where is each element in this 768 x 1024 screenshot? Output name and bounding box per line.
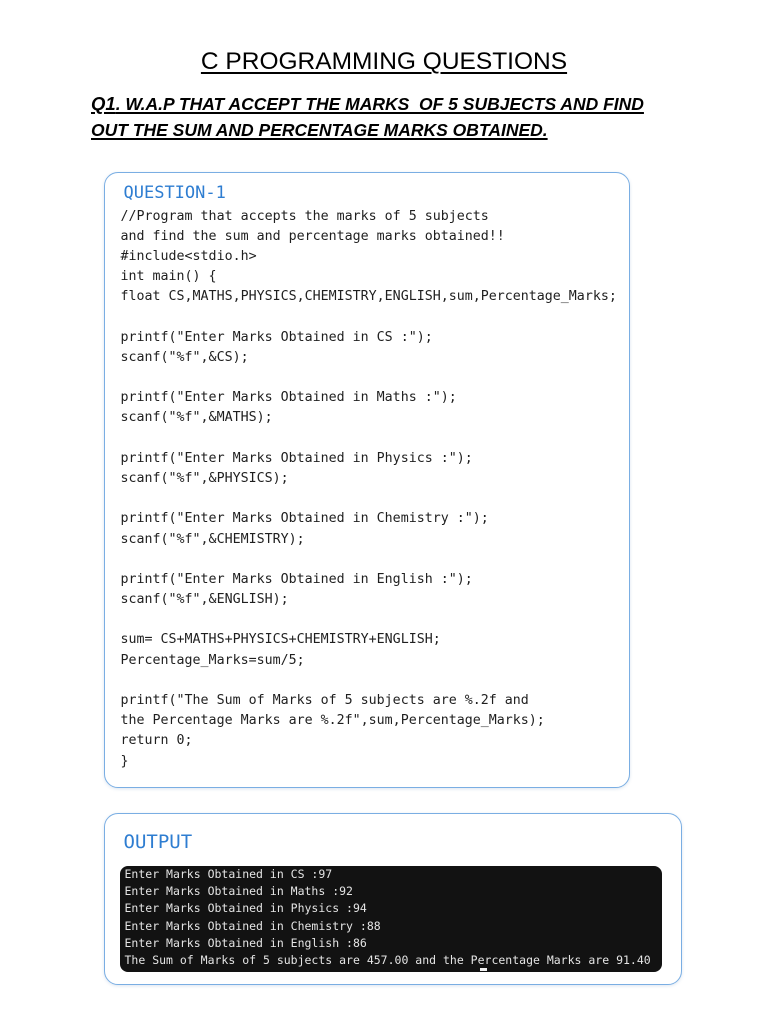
- code-line: printf("Enter Marks Obtained in Maths :");: [120, 390, 457, 406]
- question-number: Q1: [91, 93, 116, 114]
- code-line-blank: [121, 671, 617, 691]
- terminal-line: The Sum of Marks of 5 subjects are 457.00 and the Percentage Marks are 91.40: [124, 953, 651, 968]
- code-line: printf("Enter Marks Obtained in Physics :");: [120, 450, 473, 466]
- code-line: printf("Enter Marks Obtained in CS :");: [120, 329, 433, 345]
- code-line-blank: [121, 307, 617, 327]
- page-title: C PROGRAMMING QUESTIONS: [200, 48, 568, 75]
- code-line-blank: [121, 429, 617, 449]
- code-line-blank: [121, 610, 617, 630]
- code-line: the Percentage Marks are %.2f",sum,Percentage_Marks);: [120, 713, 545, 729]
- terminal-line: Enter Marks Obtained in Chemistry :88: [124, 918, 381, 933]
- terminal-line: Enter Marks Obtained in Physics :94: [124, 901, 367, 916]
- code-line: scanf("%f",&CS);: [120, 349, 249, 365]
- code-panel-heading: QUESTION-1: [123, 182, 226, 203]
- code-line: int main() {: [120, 269, 217, 285]
- question-text-line-2: OUT THE SUM AND PERCENTAGE MARKS OBTAINED.: [91, 120, 548, 140]
- code-line: //Program that accepts the marks of 5 subjects: [120, 208, 489, 224]
- code-panel: [104, 172, 630, 788]
- output-panel-heading: OUTPUT: [123, 830, 193, 853]
- code-line-blank: [121, 368, 617, 388]
- code-line: sum= CS+MATHS+PHYSICS+CHEMISTRY+ENGLISH;: [120, 632, 441, 648]
- code-line: printf("Enter Marks Obtained in Chemistry :");: [120, 511, 489, 527]
- question-line-1: [91, 91, 644, 117]
- code-line-blank: [121, 550, 617, 570]
- code-line: printf("The Sum of Marks of 5 subjects are %.2f and: [120, 693, 529, 708]
- code-line-blank: [121, 489, 617, 509]
- question-text-line-1: . W.A.P THAT ACCEPT THE MARKS OF 5 SUBJECTS AND FIND: [115, 94, 644, 114]
- code-line: scanf("%f",&PHYSICS);: [120, 470, 289, 486]
- code-line: scanf("%f",&MATHS);: [120, 410, 273, 426]
- terminal-line: Enter Marks Obtained in CS :97: [124, 866, 333, 881]
- code-line: printf("Enter Marks Obtained in English :");: [120, 571, 473, 587]
- code-line: #include<stdio.h>: [120, 248, 257, 264]
- code-block: [121, 207, 617, 772]
- code-line: scanf("%f",&CHEMISTRY);: [120, 531, 305, 547]
- question-statement: [91, 91, 644, 143]
- code-line: and find the sum and percentage marks obtained!!: [120, 228, 505, 244]
- code-line: return 0;: [120, 733, 193, 749]
- code-line: Percentage_Marks=sum/5;: [120, 652, 305, 668]
- terminal-line: Enter Marks Obtained in Maths :92: [124, 883, 353, 898]
- terminal-output: [120, 866, 662, 972]
- terminal-cursor: [480, 968, 487, 971]
- code-line: float CS,MATHS,PHYSICS,CHEMISTRY,ENGLISH,sum,Percentage_Marks;: [120, 289, 617, 305]
- code-line: }: [120, 753, 129, 769]
- output-panel: [104, 813, 682, 985]
- code-line: scanf("%f",&ENGLISH);: [120, 592, 289, 608]
- terminal-line: Enter Marks Obtained in English :86: [124, 936, 367, 951]
